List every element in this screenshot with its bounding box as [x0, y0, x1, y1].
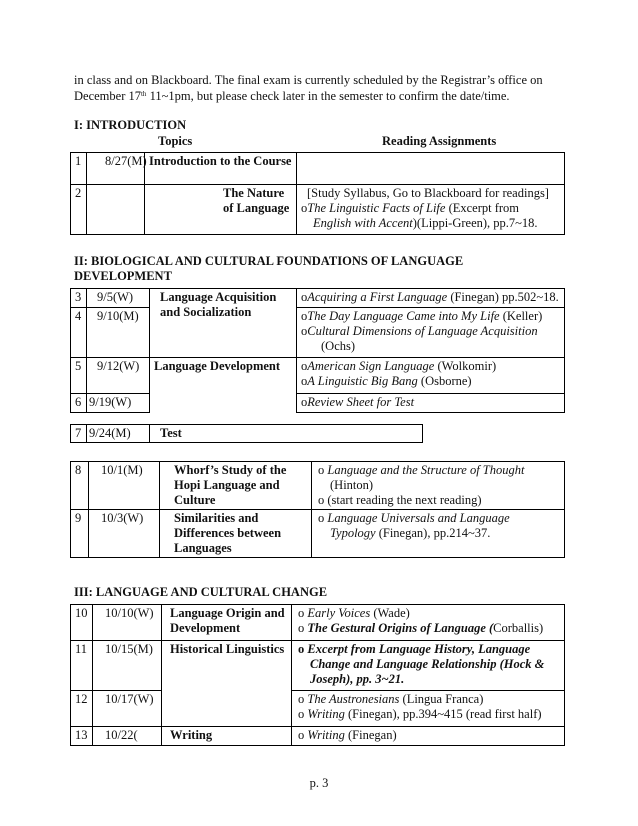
reading-source: (Osborne) [417, 374, 472, 388]
row-topic: Similarities and Differences between Languages [160, 510, 312, 558]
bullet-mark: o [301, 395, 308, 409]
bullet-mark: o [318, 511, 325, 525]
reading-source: )(Lippi-Green), pp.7~18. [412, 216, 538, 230]
bullet-mark: o [298, 642, 305, 656]
row-topic: Whorf’s Study of the Hopi Language and Culture [160, 462, 312, 510]
section-1-table [70, 152, 565, 235]
table-row [71, 185, 565, 235]
row-date: 10/22( [93, 727, 162, 746]
reading-source: (Ochs) [321, 339, 356, 353]
reading-source: (Wolkomir) [434, 359, 497, 373]
section-1-title: I: INTRODUCTION [74, 118, 187, 132]
reading-line [301, 374, 560, 389]
reading-title: Language and the Structure of Thought [327, 463, 525, 477]
reading-line [296, 707, 560, 722]
reading-line [301, 216, 560, 231]
bullet-mark: o [318, 463, 325, 477]
row-reading [297, 289, 565, 308]
reading-source: (Lingua Franca) [399, 692, 484, 706]
table-row [71, 308, 565, 358]
row-date: 9/5(W) [87, 289, 150, 308]
row-reading [292, 641, 565, 691]
section-2-title-line: II: BIOLOGICAL AND CULTURAL FOUNDATIONS OF LANGUAGE [74, 254, 464, 268]
row-reading [292, 691, 565, 727]
reading-line [316, 463, 560, 478]
page-number: p. 3 [309, 776, 329, 790]
section-2b-table [70, 461, 565, 558]
reading-line: [Study Syllabus, Go to Blackboard for readings] [307, 186, 549, 200]
table-row [71, 510, 565, 558]
reading-title: The Austronesians [307, 692, 400, 706]
table-row [71, 641, 565, 691]
reading-line [296, 606, 560, 621]
section-2-table [70, 288, 565, 413]
reading-title: American Sign Language [307, 359, 435, 373]
table-row [71, 462, 565, 510]
reading-title: Review Sheet for Test [307, 395, 415, 409]
reading-title: Writing [307, 728, 345, 742]
row-number: 10 [71, 605, 93, 641]
table-row [71, 727, 565, 746]
table-row [71, 605, 565, 641]
table-row [71, 358, 565, 394]
reading-title: Writing [307, 707, 345, 721]
section-3-table [70, 604, 565, 746]
row-topic: Historical Linguistics [162, 641, 292, 727]
reading-source: (Finegan), pp.394~415 (read first half) [344, 707, 542, 721]
row-date: 10/10(W) [93, 605, 162, 641]
row-reading [297, 394, 565, 413]
row-topic: Test [150, 425, 423, 443]
reading-source: (Keller) [499, 309, 543, 323]
reading-line [316, 511, 560, 526]
row-date: 9/12(W) [87, 358, 150, 394]
section-2-title-line: DEVELOPMENT [74, 269, 172, 283]
row-number: 6 [71, 394, 87, 413]
intro-line-1: in class and on Blackboard. The final exam is currently scheduled by the Registrar’s office on [74, 73, 543, 87]
row-reading [297, 358, 565, 394]
table-row [71, 691, 565, 727]
row-date: 9/24(M) [87, 425, 150, 443]
bullet-mark: o [301, 309, 308, 323]
reading-line [316, 493, 560, 508]
intro-paragraph [74, 72, 574, 104]
reading-title: The Day Language Came into My Life [307, 309, 500, 323]
reading-title-cont: Change and Language Relationship (Hock & [310, 657, 545, 671]
reading-line [296, 621, 560, 636]
reading-source: (Finegan) pp.502~18. [447, 290, 559, 304]
reading-title: Typology [330, 526, 376, 540]
row-number: 2 [71, 185, 87, 235]
bullet-mark: o [301, 359, 308, 373]
reading-title: English with Accent [313, 216, 413, 230]
table-row [71, 289, 565, 308]
reading-source: (Wade) [370, 606, 410, 620]
row-reading [297, 308, 565, 358]
row-reading [292, 605, 565, 641]
bullet-mark: o [298, 606, 305, 620]
bullet-mark: o [301, 290, 308, 304]
bullet-mark: o [318, 493, 325, 507]
bullet-mark: o [301, 201, 308, 215]
intro-sup: th [140, 90, 147, 98]
reading-title: Cultural Dimensions of Language Acquisition [307, 324, 538, 338]
reading-line [301, 324, 560, 339]
row-date: 10/1(M) [89, 462, 160, 510]
row-number: 5 [71, 358, 87, 394]
reading-title: Acquiring a First Language [307, 290, 448, 304]
section-2-title [74, 254, 463, 284]
bullet-mark: o [298, 728, 305, 742]
reading-title: The Linguistic Facts of Life [307, 201, 446, 215]
bullet-mark: o [298, 707, 305, 721]
reading-title: Early Voices [307, 606, 371, 620]
col-header-topics: Topics [158, 134, 193, 148]
reading-source: (Finegan), pp.214~37. [375, 526, 491, 540]
bullet-mark: o [301, 324, 308, 338]
row-topic: Introduction to the Course [145, 153, 297, 185]
row-number: 12 [71, 691, 93, 727]
reading-source: (Excerpt from [445, 201, 520, 215]
row-reading [292, 727, 565, 746]
row-number: 3 [71, 289, 87, 308]
test-row-table [70, 424, 423, 443]
section-3-title: III: LANGUAGE AND CULTURAL CHANGE [74, 585, 328, 599]
row-reading [297, 185, 565, 235]
bullet-mark: o [298, 621, 305, 635]
reading-title: Language Universals and Language [327, 511, 510, 525]
reading-note: (start reading the next reading) [327, 493, 482, 507]
reading-line [316, 526, 560, 541]
row-number: 13 [71, 727, 93, 746]
row-reading [312, 510, 565, 558]
reading-title-cont: Joseph), pp. 3~21. [310, 672, 405, 686]
row-date: 9/10(M) [87, 308, 150, 358]
intro-date: December 17 [74, 89, 141, 103]
table-row [71, 153, 565, 185]
row-reading [297, 153, 565, 185]
row-reading [312, 462, 565, 510]
row-date [87, 185, 145, 235]
reading-line [296, 692, 560, 707]
row-topic: Language Acquisition and Socialization [150, 289, 297, 358]
table-row [71, 425, 423, 443]
reading-title: The Gestural Origins of Language ( [307, 621, 494, 635]
reading-title: Excerpt from Language History, Language [307, 642, 531, 656]
reading-title: A Linguistic Big Bang [307, 374, 418, 388]
row-topic: Writing [162, 727, 292, 746]
row-date: 10/17(W) [93, 691, 162, 727]
reading-line [301, 201, 560, 216]
row-topic: Language Development [150, 358, 297, 413]
table-row [71, 394, 565, 413]
row-date: 10/15(M) [93, 641, 162, 691]
bullet-mark: o [301, 374, 308, 388]
reading-source: Corballis) [493, 621, 544, 635]
row-topic: Language Origin and Development [162, 605, 292, 641]
row-date: 8/27(M) [87, 153, 145, 185]
intro-rest: 11~1pm, but please check later in the semester to confirm the date/time. [146, 89, 510, 103]
row-date: 9/19(W) [87, 394, 150, 413]
row-number: 7 [71, 425, 87, 443]
row-number: 4 [71, 308, 87, 358]
row-number: 11 [71, 641, 93, 691]
bullet-mark: o [298, 692, 305, 706]
row-number: 1 [71, 153, 87, 185]
intro-line-2 [74, 88, 574, 104]
row-date: 10/3(W) [89, 510, 160, 558]
row-topic: The Nature of Language [145, 185, 297, 235]
reading-line [296, 642, 560, 657]
reading-source: (Hinton) [330, 478, 374, 492]
row-number: 9 [71, 510, 89, 558]
row-number: 8 [71, 462, 89, 510]
reading-line [301, 309, 560, 324]
col-header-readings: Reading Assignments [382, 134, 497, 148]
reading-line [301, 359, 560, 374]
reading-source: (Finegan) [344, 728, 397, 742]
